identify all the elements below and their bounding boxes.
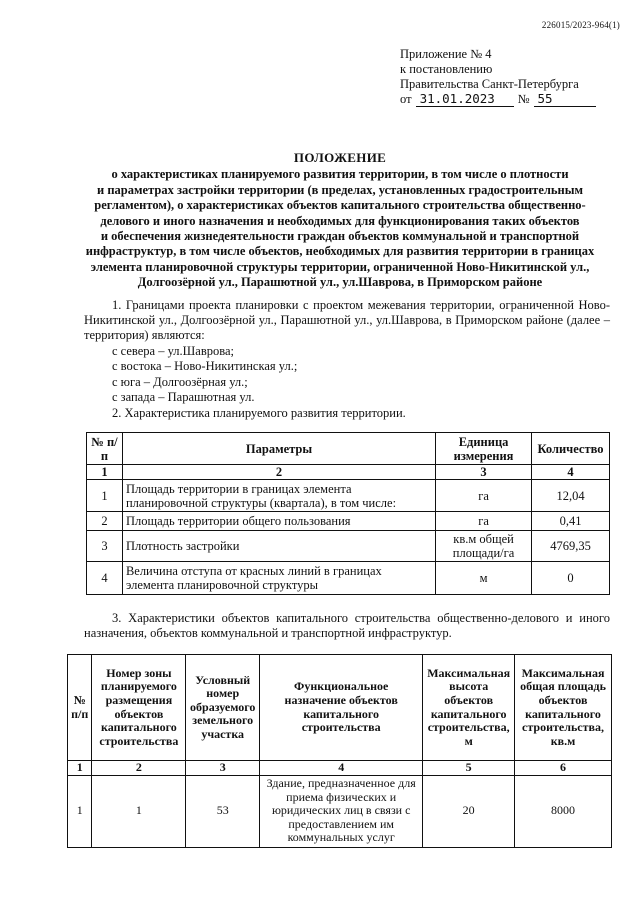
row-number: 2 [87,512,123,531]
index-cell: 2 [92,761,186,776]
appendix-date-line [400,92,596,107]
row-zone-number: 1 [92,775,186,847]
row-unit: м [436,562,532,595]
title-line: делового и иного назначения и необходимых для функционирования таких объектов [100,213,580,228]
header-max-height: Максимальная высота объектов капитального строительства, м [423,655,515,761]
boundaries-list [112,344,406,421]
capital-construction-table [67,654,612,848]
document-title [60,150,620,291]
table-index-row [68,761,612,776]
row-max-height: 20 [423,775,515,847]
header-max-area: Максимальная общая площадь объектов капитального строительства, кв.м [515,655,612,761]
title-heading: ПОЛОЖЕНИЕ [293,150,387,165]
row-quantity: 12,04 [532,480,610,512]
row-number: 1 [68,775,92,847]
section-3-text: 3. Характеристики объектов капитального строительства общественно-делового и иного назначения, объектов коммунальной и транспортной инфраструктур. [84,611,610,641]
index-cell: 2 [122,465,435,480]
date-prefix: от [400,92,412,106]
header-number: № п/п [68,655,92,761]
title-line: Долгоозёрной ул., Парашютной ул., ул.Шаврова, в Приморском районе [137,275,543,290]
index-cell: 4 [260,761,423,776]
appendix-block [400,47,596,107]
table-row [87,480,610,512]
table-row [87,562,610,595]
header-parameters: Параметры [122,433,435,465]
title-line: регламентом), о характеристиках объектов капитального строительства общественно- [94,198,586,213]
appendix-line-3: Правительства Санкт-Петербурга [400,77,579,91]
title-line: элемента планировочной структуры территории, ограниченной Ново-Никитинской ул., [90,259,590,274]
header-plot-number: Условный номер образуемого земельного участка [186,655,260,761]
appendix-line-2: к постановлению [400,62,493,76]
row-parameter: Площадь территории общего пользования [122,512,435,531]
row-quantity: 4769,35 [532,531,610,562]
title-line: инфраструктур, в том числе объектов, необходимых для развития территории в границах [85,244,595,259]
resolution-number: 55 [534,92,596,107]
section-2-title: 2. Характеристика планируемого развития территории. [112,405,406,420]
header-zone-number: Номер зоны планируемого размещения объектов капитального строительства [92,655,186,761]
resolution-date: 31.01.2023 [416,92,514,107]
document-number: 226015/2023-964(1) [541,20,620,30]
table-row [87,512,610,531]
row-number: 3 [87,531,123,562]
number-prefix: № [517,92,530,106]
row-unit: га [436,512,532,531]
boundary-east: с востока – Ново-Никитинская ул.; [112,359,298,374]
title-line: и обеспечения жизнедеятельности граждан объектов коммунальной и транспортной [100,229,580,244]
index-cell: 3 [186,761,260,776]
header-purpose: Функциональное назначение объектов капитального строительства [260,655,423,761]
title-line: о характеристиках планируемого развития территории, в том числе о плотности [111,167,569,182]
table-row [68,775,612,847]
boundary-south: с юга – Долгоозёрная ул.; [112,374,248,389]
row-unit: га [436,480,532,512]
table-index-row [87,465,610,480]
row-quantity: 0,41 [532,512,610,531]
index-cell: 5 [423,761,515,776]
row-parameter: Площадь территории в границах элемента планировочной структуры (квартала), в том числе: [122,480,435,512]
index-cell: 4 [532,465,610,480]
index-cell: 1 [87,465,123,480]
header-unit: Единица измерения [436,433,532,465]
row-purpose: Здание, предназначенное для приема физических и юридических лиц в связи с предоставлением им коммунальных услуг [260,775,423,847]
row-unit: кв.м общей площади/га [436,531,532,562]
title-line: и параметрах застройки территории (в пределах, установленных градостроительным [97,182,583,197]
row-max-area: 8000 [515,775,612,847]
territory-characteristics-table [86,432,610,595]
table-header-row [68,655,612,761]
appendix-line-1: Приложение № 4 [400,47,492,61]
index-cell: 3 [436,465,532,480]
boundary-north: с севера – ул.Шаврова; [112,344,234,358]
table-header-row [87,433,610,465]
row-plot-number: 53 [186,775,260,847]
header-number: № п/п [87,433,123,465]
table-row [87,531,610,562]
row-parameter: Величина отступа от красных линий в границах элемента планировочной структуры [122,562,435,595]
row-parameter: Плотность застройки [122,531,435,562]
section-1-text: 1. Границами проекта планировки с проектом межевания территории, ограниченной Ново-Никитинской ул., Долгоозёрной ул., Парашютной ул., ул.Шаврова, в Приморском районе (далее – территория) являются: [84,298,610,343]
header-quantity: Количество [532,433,610,465]
index-cell: 1 [68,761,92,776]
index-cell: 6 [515,761,612,776]
row-quantity: 0 [532,562,610,595]
boundary-west: с запада – Парашютная ул. [112,390,255,405]
row-number: 4 [87,562,123,595]
row-number: 1 [87,480,123,512]
